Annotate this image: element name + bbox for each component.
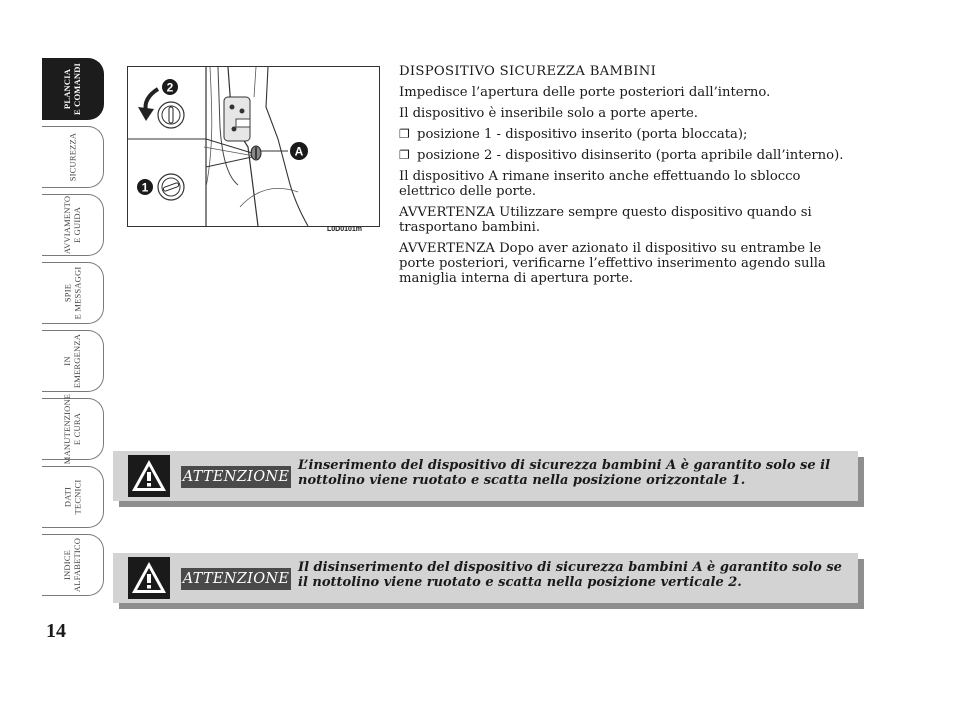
tab-manutenzione-e-cura[interactable]	[42, 393, 104, 465]
checkbox-bullet-icon: ❐	[399, 127, 410, 141]
figure-code: L0D0101m	[327, 226, 363, 233]
tab-label: PLANCIA E COMANDI	[62, 62, 83, 116]
warning-label: ATTENZIONE	[181, 568, 291, 590]
warning-text: Il disinserimento del dispositivo di sicurezza bambini A è garantito solo se il nottolino viene ruotato e scatta nella posizione verticale 2.	[298, 560, 842, 590]
tab-label: MANUTENZIONE E CURA	[62, 393, 83, 465]
tab-label: INDICE ALFABETICO	[62, 537, 83, 593]
warning-label: ATTENZIONE	[181, 466, 291, 488]
tab-indice-alfabetico[interactable]	[42, 534, 104, 596]
callout-2-label: 2	[166, 80, 174, 95]
tab-label: SPIE E MESSAGGI	[62, 266, 83, 320]
paragraph: AVVERTENZA Utilizzare sempre questo dispositivo quando si trasportano bambini.	[399, 205, 812, 235]
tab-spie-e-messaggi[interactable]	[42, 262, 104, 324]
paragraph: Il dispositivo A rimane inserito anche effettuando lo sblocco elettrico delle porte.	[399, 169, 801, 199]
tab-avviamento-e-guida[interactable]	[42, 194, 104, 256]
warning-text: L’inserimento del dispositivo di sicurezza bambini A è garantito solo se il nottolino viene ruotato e scatta nella posizione orizzontale 1.	[298, 458, 831, 488]
callout-1-label: 1	[141, 180, 149, 195]
warning-box	[113, 451, 864, 507]
warning-triangle-icon	[128, 557, 170, 599]
warning-triangle-icon	[128, 455, 170, 497]
tab-dati-tecnici[interactable]	[42, 466, 104, 528]
tab-sicurezza[interactable]	[42, 126, 104, 188]
section-tabs	[42, 58, 104, 602]
tab-plancia-e-comandi[interactable]	[42, 58, 104, 120]
tab-label: DATI TECNICI	[62, 479, 83, 515]
paragraph: AVVERTENZA Dopo aver azionato il dispositivo su entrambe le porte posteriori, verificarne l’effettivo inserimento agendo sulla maniglia interna di apertura porte.	[399, 241, 826, 286]
door-latch-drawing	[128, 67, 379, 226]
bullet-item	[399, 148, 859, 163]
tab-label: AVVIAMENTO E GUIDA	[62, 195, 83, 255]
child-lock-illustration	[127, 66, 380, 227]
callout-a-label: A	[294, 144, 304, 159]
checkbox-bullet-icon: ❐	[399, 148, 410, 162]
main-text	[399, 64, 859, 292]
page-number: 14	[46, 620, 66, 642]
tab-in-emergenza[interactable]	[42, 330, 104, 392]
bullet-text: posizione 2 - dispositivo disinserito (porta apribile dall’interno).	[417, 148, 844, 163]
paragraph: Il dispositivo è inseribile solo a porte aperte.	[399, 106, 698, 121]
paragraph: Impedisce l’apertura delle porte posteriori dall’interno.	[399, 85, 771, 100]
bullet-text: posizione 1 - dispositivo inserito (porta bloccata);	[417, 127, 748, 142]
warning-box	[113, 553, 864, 609]
section-title: DISPOSITIVO SICUREZZA BAMBINI	[399, 64, 657, 79]
bullet-item	[399, 127, 859, 142]
tab-label: SICUREZZA	[67, 132, 78, 182]
tab-label: IN EMERGENZA	[62, 333, 83, 389]
